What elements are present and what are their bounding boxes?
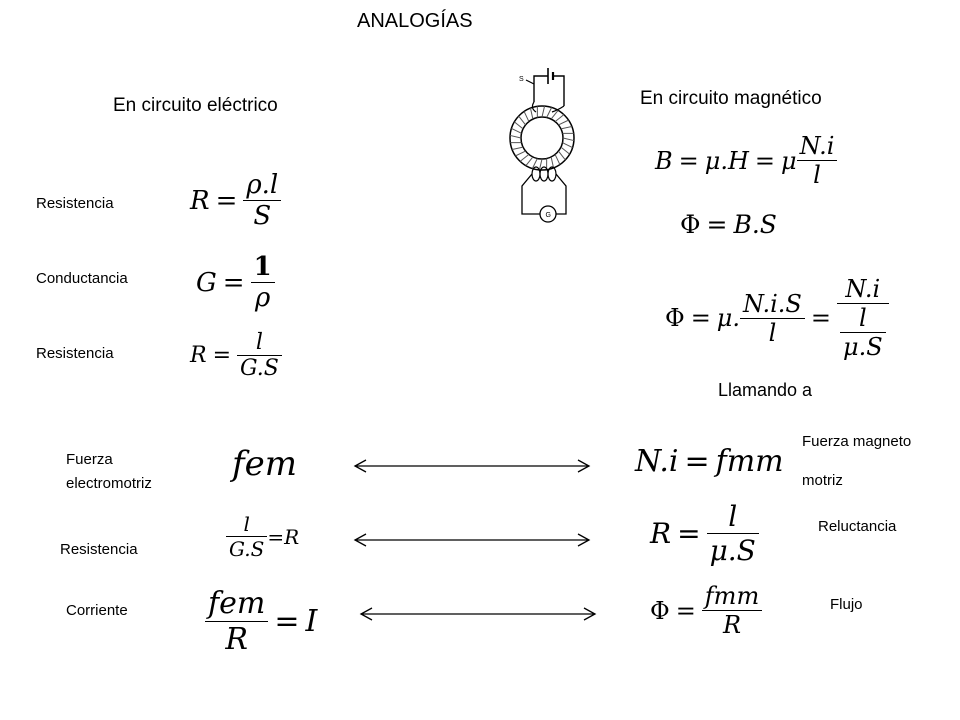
double-arrow-icon	[352, 532, 592, 548]
reluctance-formula: R = $\frac{l}{\mu.S}$	[650, 500, 759, 567]
magnetic-circuit-heading: En circuito magnético	[640, 88, 822, 109]
toroid-winding-line	[526, 157, 533, 166]
toroid-winding-line	[561, 126, 572, 128]
toroid-winding-line	[515, 151, 525, 156]
toroid-winding-line	[511, 128, 521, 133]
conductance-label: Conductancia	[36, 270, 128, 287]
current-formula: $\frac{\text{fem}}{R}$ = I	[205, 586, 317, 657]
calling-label: Llamando a	[718, 380, 813, 400]
toroid-winding-line	[562, 143, 572, 148]
electric-circuit-heading: En circuito eléctrico	[113, 95, 278, 116]
mmf-formula: N.i = fmm	[635, 444, 784, 479]
resistance-formula-rho: R = $\frac{\rho.l}{S}$	[190, 170, 281, 231]
toroid-winding-line	[530, 108, 532, 119]
toroid-winding-line	[547, 107, 552, 117]
resistance-analogy-formula: $\frac{l}{G.S}$ = R	[226, 512, 299, 561]
toroid-winding-line	[555, 154, 560, 164]
double-arrow-icon	[358, 606, 598, 622]
resistance-label-3: Resistencia	[60, 541, 138, 558]
flux-formula-bs: Φ = B.S	[680, 210, 777, 239]
magnetic-induction-formula: B = μ.H = μ $\frac{N.i}{l}$	[655, 132, 837, 189]
switch-label: S	[519, 76, 524, 83]
toroid-winding-line	[512, 147, 523, 149]
resistance-label-1: Resistencia	[36, 195, 114, 212]
toroid-winding-line	[558, 151, 565, 160]
toroid-winding-line	[558, 120, 568, 125]
flux-formula-expanded: Φ = μ. $\frac{N.i.S}{l}$ = $\frac{N.i}{\frac{l}{\mu.S}}$	[665, 275, 889, 361]
conductance-formula: G = $\frac{1}{\rho}$	[196, 252, 275, 313]
flux-mmf-formula: Φ = $\frac{\text{fmm}}{R}$	[650, 582, 762, 639]
toroid-winding-line	[514, 122, 523, 129]
mmf-label-line2: motriz	[802, 472, 843, 489]
toroid-winding-line	[510, 135, 521, 138]
double-arrow-icon	[352, 458, 592, 474]
resistance-formula-conductance: R = $\frac{l}{G.S}$	[190, 330, 282, 381]
galvanometer-label: G	[545, 212, 551, 219]
resistance-label-2: Resistencia	[36, 345, 114, 362]
toroid-winding-line	[520, 154, 529, 161]
reluctance-label: Reluctancia	[818, 518, 897, 535]
toroid-winding-line	[542, 106, 545, 117]
toroid-winding-line	[524, 111, 529, 121]
toroid-winding-line	[555, 115, 564, 122]
mmf-label-line1: Fuerza magneto	[802, 433, 912, 450]
toroid-winding-line	[563, 138, 574, 141]
current-label: Corriente	[66, 602, 128, 619]
emf-label-line1: Fuerza	[66, 451, 113, 468]
emf-label-line2: electromotriz	[66, 475, 152, 492]
toroid-winding-line	[561, 147, 570, 154]
toroid-circuit-illustration	[500, 62, 580, 232]
toroid-winding-line	[519, 116, 526, 125]
page-title: ANALOGÍAS	[357, 10, 473, 32]
emf-symbol: fem	[232, 444, 297, 484]
flux-label: Flujo	[830, 596, 863, 613]
toroid-winding-line	[551, 157, 553, 168]
